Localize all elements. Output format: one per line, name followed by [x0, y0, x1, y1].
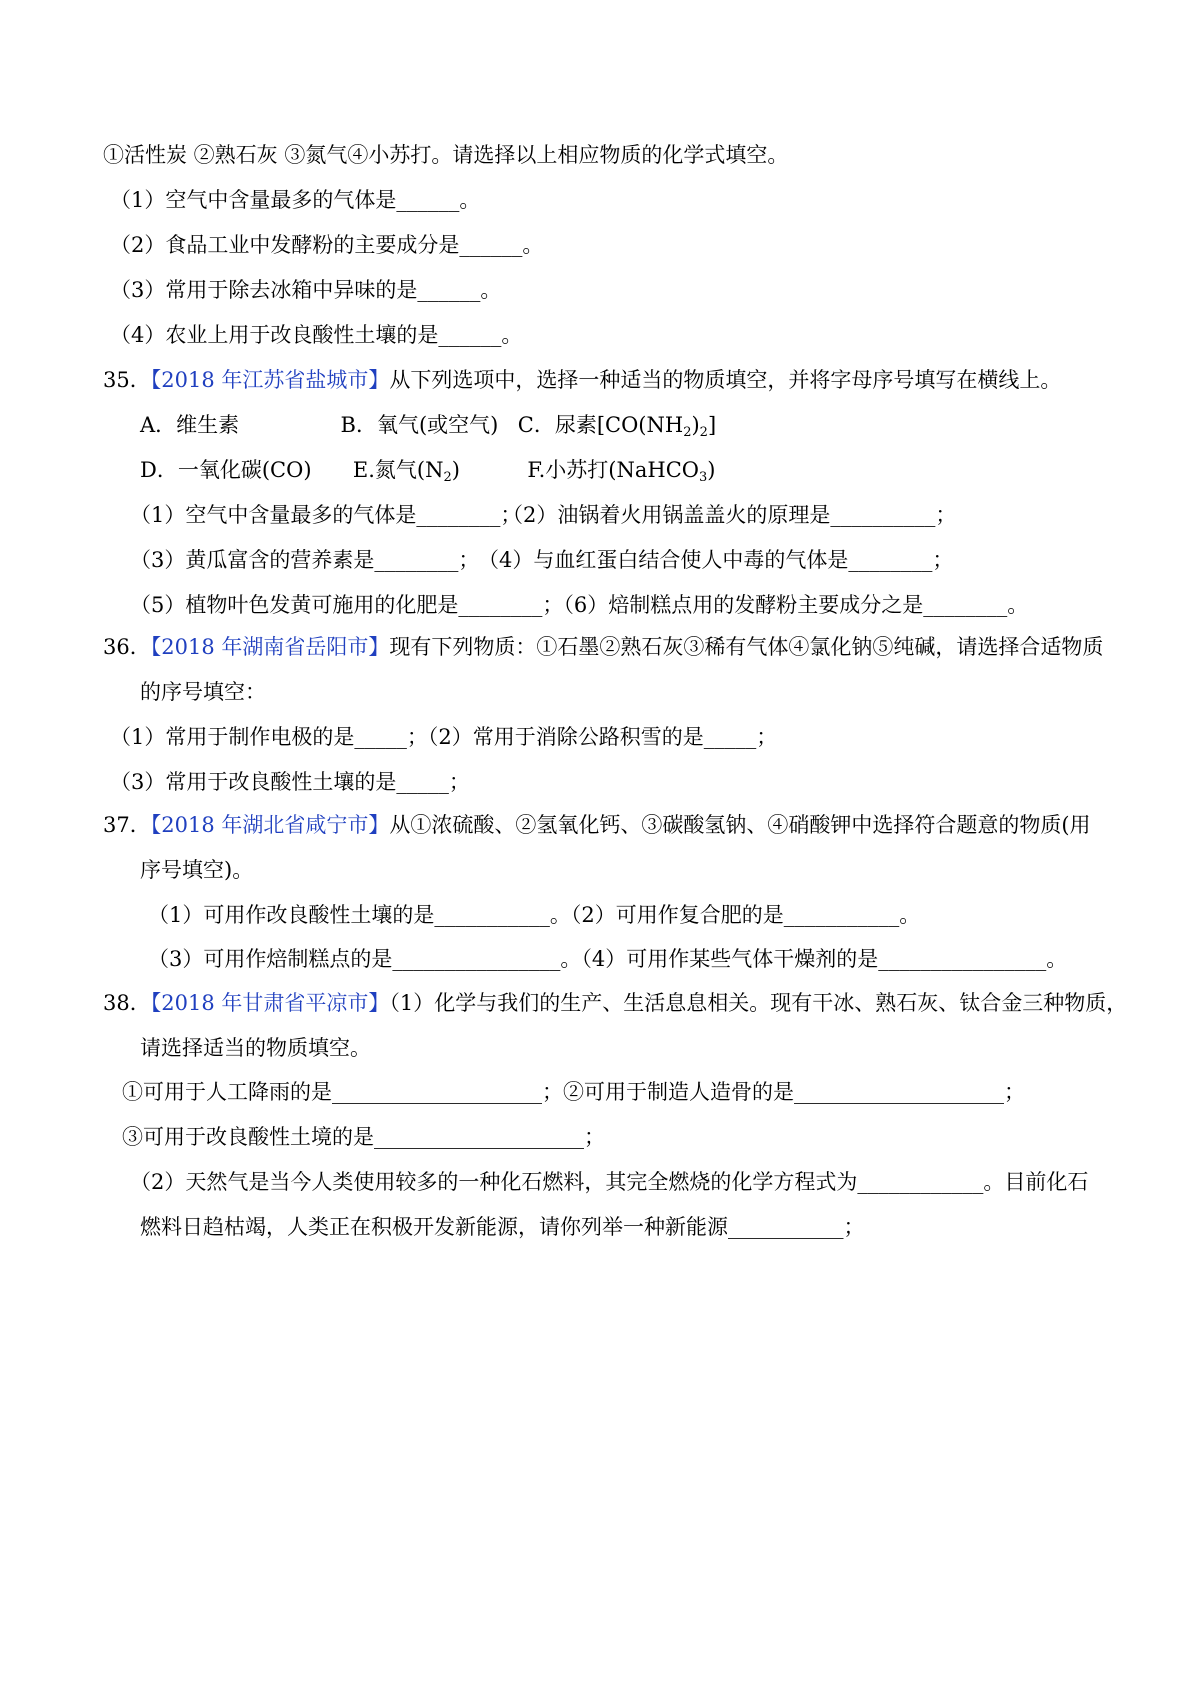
q35-row-2b: （4）与血红蛋白结合使人中毒的气体是________； — [478, 548, 954, 572]
q34-item-1: （1）空气中含量最多的气体是______。 — [110, 188, 481, 212]
q35-options-row-2 — [140, 455, 715, 485]
q35-option-c: C．尿素$[CO(NH_2)_2]$ — [517, 413, 717, 440]
q35-option-f: F.小苏打(NaHCO$_3$) — [527, 458, 716, 485]
q35-row-1b: （2）油锅着火用锅盖盖火的原理是__________； — [502, 503, 957, 527]
q35-row-1a: （1）空气中含量最多的气体是________； — [130, 503, 522, 527]
q35-option-b: B．氧气(或空气) — [340, 413, 499, 437]
q36-source: 【2018 年湖南省岳阳市】 — [150, 635, 390, 659]
q35-stem-line — [103, 365, 1061, 395]
q35-row-2a: （3）黄瓜富含的营养素是________； — [130, 548, 480, 572]
q36-row-2: （3）常用于改良酸性土壤的是_____； — [110, 770, 470, 794]
q36-stem: 现有下列物质：①石墨②熟石灰③稀有气体④氯化钠⑤纯碱，请选择合适物质 — [389, 635, 1104, 659]
q35-option-e: E.氮气$(N_2)$ — [352, 458, 460, 485]
q37-number: 37． — [103, 813, 151, 837]
q35-row-3: （5）植物叶色发黄可施用的化肥是________；（6）焙制糕点用的发酵粉主要成分之是________。 — [130, 593, 1029, 617]
q36-stem-line-2: 的序号填空： — [140, 680, 266, 704]
q37-stem: 从①浓硫酸、②氢氧化钙、③碳酸氢钠、④硝酸钾中选择符合题意的物质(用 — [389, 813, 1091, 837]
q38-source: 【2018 年甘肃省平凉市】 — [150, 991, 390, 1015]
q38-row-3: （2）天然气是当今人类使用较多的一种化石燃料，其完全燃烧的化学方程式为____________。目前化石 — [130, 1170, 1089, 1194]
q35-option-d: D．一氧化碳(CO) — [140, 458, 312, 482]
q38-stem: （1）化学与我们的生产、生活息息相关。现有干冰、熟石灰、钛合金三种物质， — [389, 991, 1128, 1015]
q34-item-4: （4）农业上用于改良酸性土壤的是______。 — [110, 323, 523, 347]
q34-options-line: ①活性炭 ②熟石灰 ③氮气④小苏打。请选择以上相应物质的化学式填空。 — [103, 143, 789, 167]
q38-stem-line-2: 请选择适当的物质填空。 — [140, 1036, 371, 1060]
q38-number: 38． — [103, 991, 151, 1015]
q34-item-2: （2）食品工业中发酵粉的主要成分是______。 — [110, 233, 544, 257]
q37-stem-line — [103, 810, 1091, 840]
q36-row-1: （1）常用于制作电极的是_____；（2）常用于消除公路积雪的是_____； — [110, 725, 778, 749]
q38-row-4: 燃料日趋枯竭，人类正在积极开发新能源，请你列举一种新能源___________； — [140, 1215, 865, 1239]
q37-row-2: （3）可用作焙制糕点的是________________。（4）可用作某些气体干燥剂的是________________。 — [148, 947, 1068, 971]
q35-number: 35． — [103, 368, 151, 392]
q34-item-3: （3）常用于除去冰箱中异味的是______。 — [110, 278, 502, 302]
q36-number: 36． — [103, 635, 151, 659]
q35-option-a: A．维生素 — [140, 413, 240, 437]
q36-stem-line — [103, 632, 1103, 662]
q38-row-2: ③可用于改良酸性土境的是____________________； — [122, 1125, 605, 1149]
q37-row-1: （1）可用作改良酸性土壤的是___________。（2）可用作复合肥的是___________。 — [148, 903, 921, 927]
q35-options-row-1 — [140, 410, 716, 440]
q38-stem-line — [103, 988, 1127, 1018]
q35-source: 【2018 年江苏省盐城市】 — [150, 368, 390, 392]
q38-row-1: ①可用于人工降雨的是____________________；②可用于制造人造骨的是____________________； — [122, 1080, 1025, 1104]
q37-source: 【2018 年湖北省咸宁市】 — [150, 813, 390, 837]
q35-stem: 从下列选项中，选择一种适当的物质填空，并将字母序号填写在横线上。 — [389, 368, 1062, 392]
q37-stem-line-2: 序号填空)。 — [140, 858, 254, 882]
